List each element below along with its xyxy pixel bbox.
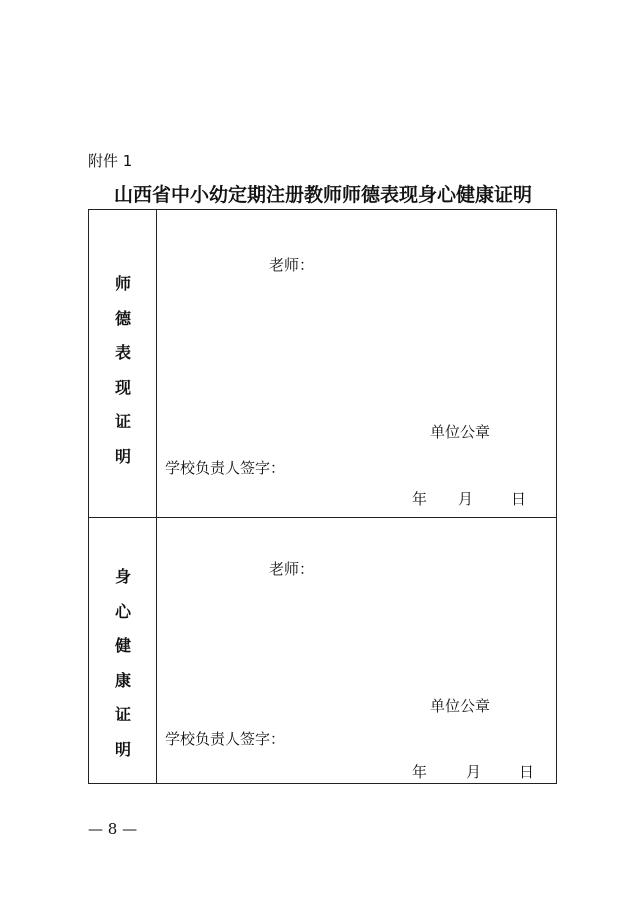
label-char: 师 [114,274,131,293]
label-char: 现 [114,377,131,397]
date-year-label: 年 [412,763,428,781]
unit-seal-label: 单位公章 [430,697,491,715]
label-char: 明 [114,739,131,759]
label-char: 德 [114,308,131,328]
health-label-cell [89,518,157,783]
label-char: 康 [114,670,131,690]
ethics-section [89,210,556,518]
health-content-cell [157,518,556,783]
label-char: 身 [114,567,131,586]
ethics-vertical-label [89,267,157,474]
unit-seal-label: 单位公章 [430,423,491,441]
page-number: — 8 — [88,820,138,838]
ethics-content-cell [157,210,556,517]
certificate-table [88,209,557,784]
label-char: 明 [114,446,131,466]
date-month-label: 月 [458,490,474,508]
label-char: 证 [114,412,131,431]
label-char: 证 [114,705,131,724]
label-char: 表 [114,343,131,362]
date-year-label: 年 [412,490,428,508]
teacher-label: 老师： [269,256,315,274]
document-title: 山西省中小幼定期注册教师师德表现身心健康证明 [113,184,532,206]
teacher-label: 老师： [269,560,315,578]
attachment-label: 附件 1 [88,152,133,170]
date-day-label: 日 [511,490,527,508]
principal-signature-label: 学校负责人签字： [165,459,286,477]
ethics-label-cell [89,210,157,517]
date-day-label: 日 [519,763,535,781]
label-char: 健 [114,636,131,655]
principal-signature-label: 学校负责人签字： [165,730,286,748]
health-vertical-label [89,560,157,767]
label-char: 心 [114,601,131,621]
date-month-label: 月 [466,763,482,781]
health-section [89,518,556,783]
